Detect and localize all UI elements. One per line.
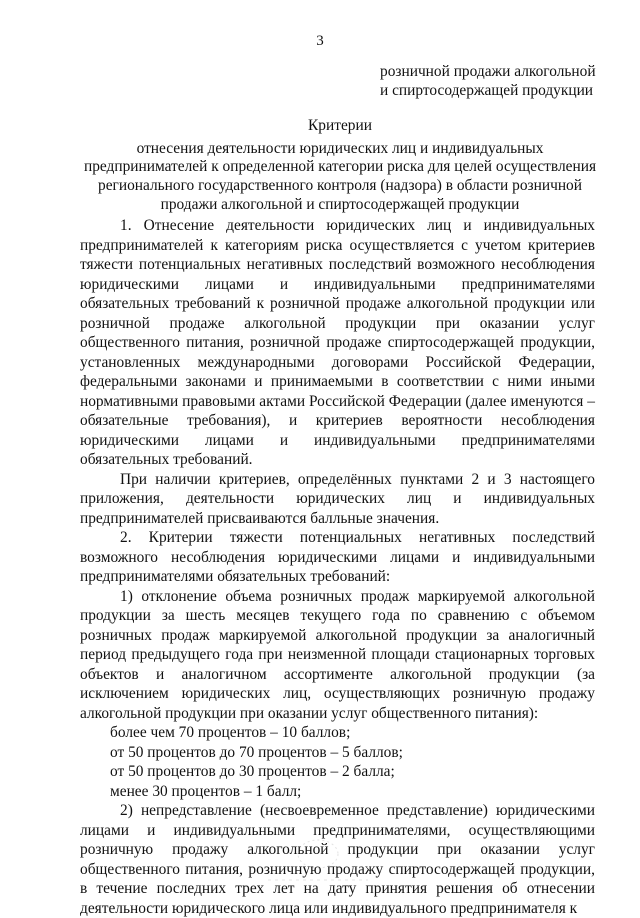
list-item: менее 30 процентов – 1 балл; bbox=[110, 782, 302, 800]
document-body bbox=[80, 216, 595, 918]
appendix-heading-line: и спиртосодержащей продукции bbox=[380, 82, 594, 99]
title-line: продажи алкогольной и спиртосодержащей продукции bbox=[160, 195, 520, 213]
appendix-heading-line: розничной продажи алкогольной bbox=[380, 63, 596, 80]
title-main: Критерии bbox=[308, 117, 372, 134]
title-line: регионального государственного контроля (надзора) в области розничной bbox=[98, 177, 582, 195]
paragraph: 1. Отнесение деятельности юридических лиц и индивидуальных предпринимателей к категориям риска осуществляется с учетом критериев тяжести потенциальных негативных последствий возможного несоблюдения юридическими лицами и индивидуальными предпринимателями обязательных требований к розничной продаже алкогольной продукции или розничной продаже алкогольной продукции при оказании услуг общественного питания, розничной продаже спиртосодержащей продукции, установленных международными договорами Российской Федерации, федеральными законами и принимаемыми в соответствии с ними иными нормативными правовыми актами Российской Федерации (далее именуются – обязательные требования), и критериев вероятности несоблюдения юридическими лицами и индивидуальными предпринимателями обязательных требований. bbox=[80, 217, 595, 468]
appendix-heading bbox=[380, 62, 620, 100]
title-line: предпринимателей к определенной категории риска для целей осуществления bbox=[83, 158, 597, 176]
title-line: отнесения деятельности юридических лиц и индивидуальных bbox=[136, 139, 544, 157]
faint-stamp-mark bbox=[248, 832, 388, 892]
list-item: от 50 процентов до 70 процентов – 5 баллов; bbox=[110, 743, 403, 761]
list-item: от 50 процентов до 30 процентов – 2 балла; bbox=[110, 763, 395, 780]
page-number: 3 bbox=[316, 33, 324, 49]
paragraph: 2) непредставление (несвоевременное представление) юридическими лицами и индивидуальными предпринимателями, осуществляющими розничную продажу алкогольной продукции при оказании услуг общественного питания, розничную продажу спиртосодержащей продукции, в течение последних трех лет на дату принятия решения об отнесении деятельности юридического лица или индивидуального предпринимателя к bbox=[80, 802, 595, 917]
paragraph: 1) отклонение объема розничных продаж маркируемой алкогольной продукции за шесть месяцев текущего года по сравнению с объемом розничных продаж маркируемой алкогольной продукции за аналогичный период предыдущего года при неизменной площади стационарных торговых объектов и аналогичном ассортименте алкогольной продукции (за исключением юридических лиц, осуществляющих розничную продажу алкогольной продукции при оказании услуг общественного питания): bbox=[80, 587, 595, 722]
document-title bbox=[60, 117, 620, 215]
list-item: более чем 70 процентов – 10 баллов; bbox=[110, 724, 351, 741]
paragraph: При наличии критериев, определённых пунктами 2 и 3 настоящего приложения, деятельности юридических лиц и индивидуальных предпринимателей присваиваются балльные значения. bbox=[80, 470, 595, 527]
paragraph: 2. Критерии тяжести потенциальных негативных последствий возможного несоблюдения юридическими лицами и индивидуальными предпринимателями обязательных требований: bbox=[80, 529, 595, 585]
